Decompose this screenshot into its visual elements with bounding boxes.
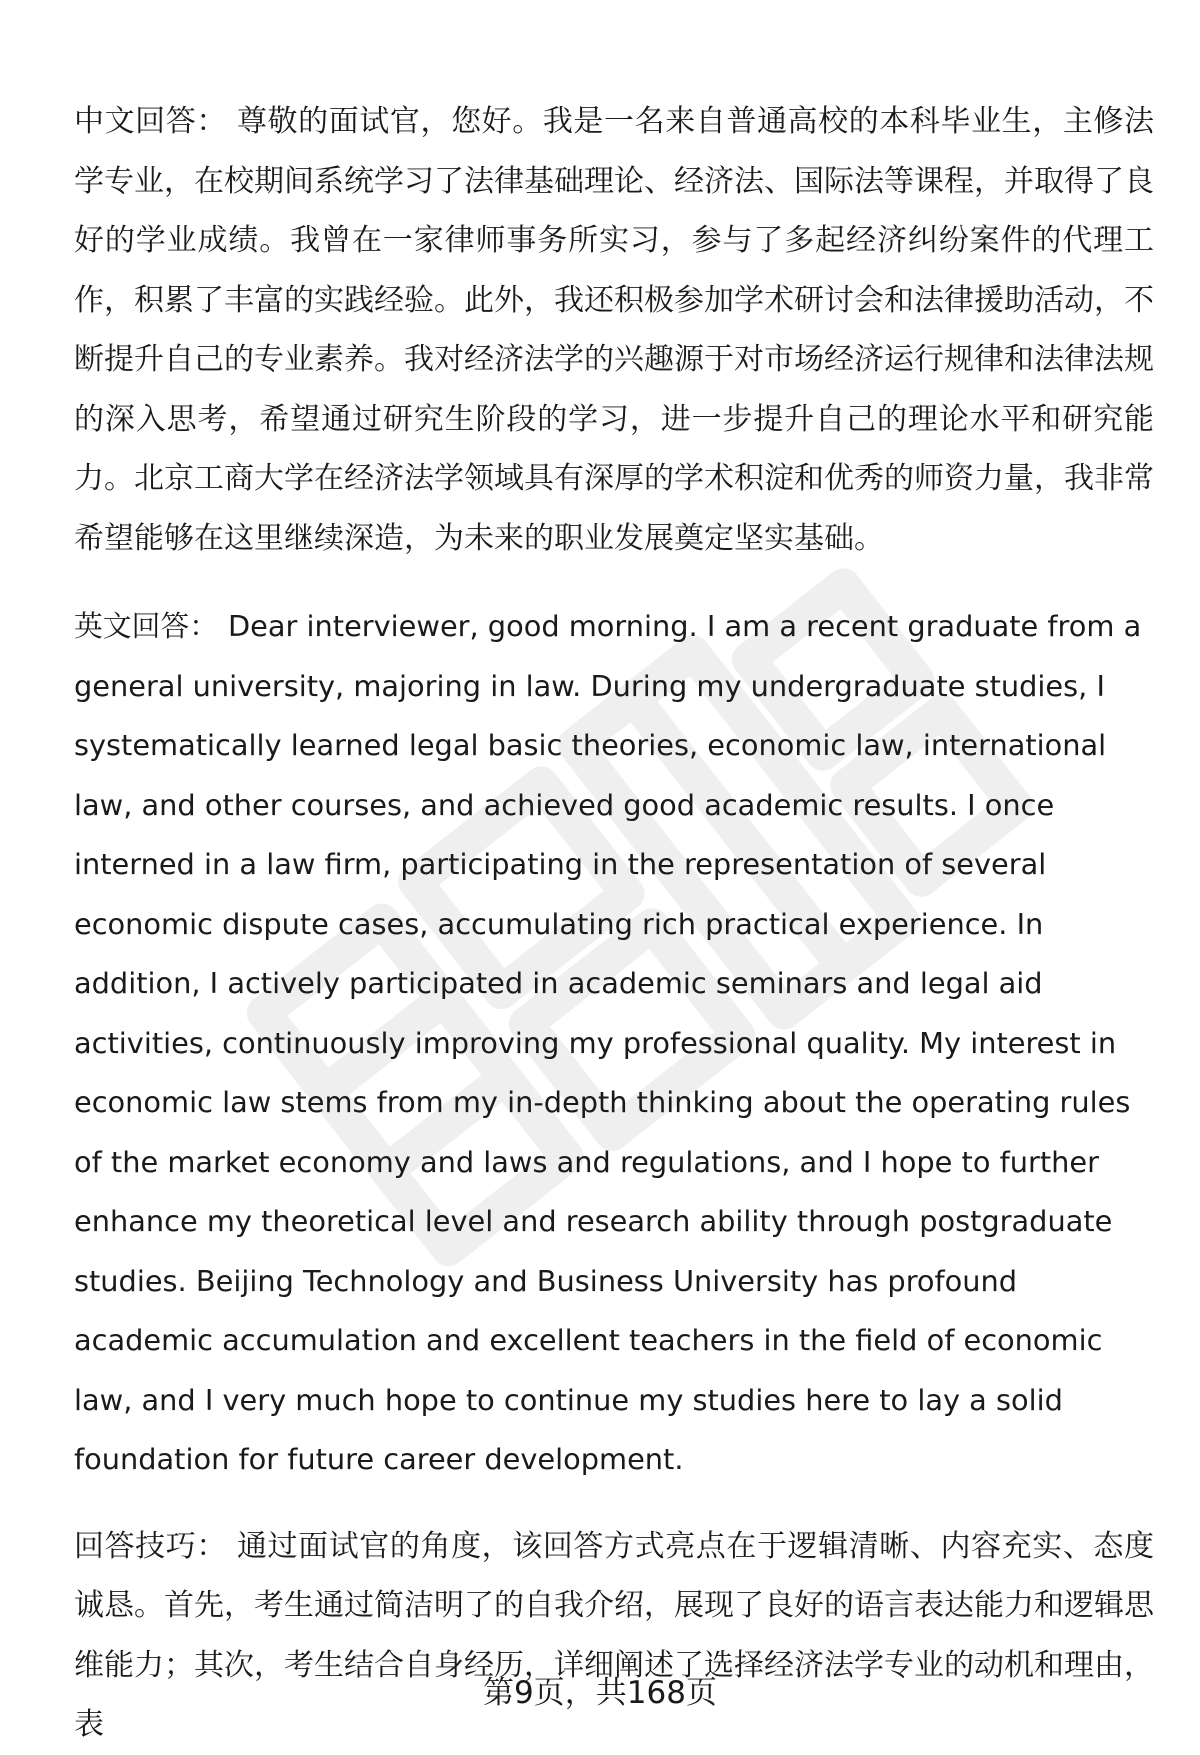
- page-number-footer: 第9页，共168页: [483, 1675, 717, 1711]
- english-answer-label: 英文回答：: [74, 609, 218, 643]
- answer-tips-text: 通过面试官的角度，该回答方式亮点在于逻辑清晰、内容充实、态度诚恳。首先，考生通过简洁明了的自我介绍，展现了良好的语言表达能力和逻辑思维能力；其次，考生结合自身经历，详细阐述了选择经济法学专业的动机和理由，表: [74, 1528, 1155, 1742]
- document-body: [74, 92, 1154, 1755]
- chinese-answer-paragraph: [74, 92, 1154, 568]
- answer-tips-label: 回答技巧：: [74, 1528, 227, 1564]
- chinese-answer-label: 中文回答：: [74, 104, 227, 139]
- chinese-answer-text: 尊敬的面试官，您好。我是一名来自普通高校的本科毕业生，主修法学专业，在校期间系统学习了法律基础理论、经济法、国际法等课程，并取得了良好的学业成绩。我曾在一家律师事务所实习，参与了多起经济纠纷案件的代理工作，积累了丰富的实践经验。此外，我还积极参加学术研讨会和法律援助活动，不断提升自己的专业素养。我对经济法学的兴趣源于对市场经济运行规律和法律法规的深入思考，希望通过研究生阶段的学习，进一步提升自己的理论水平和研究能力。北京工商大学在经济法学领域具有深厚的学术积淀和优秀的师资力量，我非常希望能够在这里继续深造，为未来的职业发展奠定坚实基础。: [74, 104, 1155, 556]
- english-answer-text: Dear interviewer, good morning. I am a recent graduate from a general university, majoring in law. During my undergraduate studies, I systematically learned legal basic theories, economic law, international law, and other courses, and achieved good academic results. I once interned in a law firm, participating in the representation of several economic dispute cases, accumulating rich practical experience. In addition, I actively participated in academic seminars and legal aid activities, continuously improving my professional quality. My interest in economic law stems from my in-depth thinking about the operating rules of the market economy and laws and regulations, and I hope to further enhance my theoretical level and research ability through postgraduate studies. Beijing Technology and Business University has profound academic accumulation and excellent teachers in the field of economic law, and I very much hope to continue my studies here to lay a solid foundation for future career development.: [74, 609, 1142, 1476]
- english-answer-paragraph: [74, 597, 1154, 1490]
- answer-tips-paragraph: [74, 1517, 1154, 1755]
